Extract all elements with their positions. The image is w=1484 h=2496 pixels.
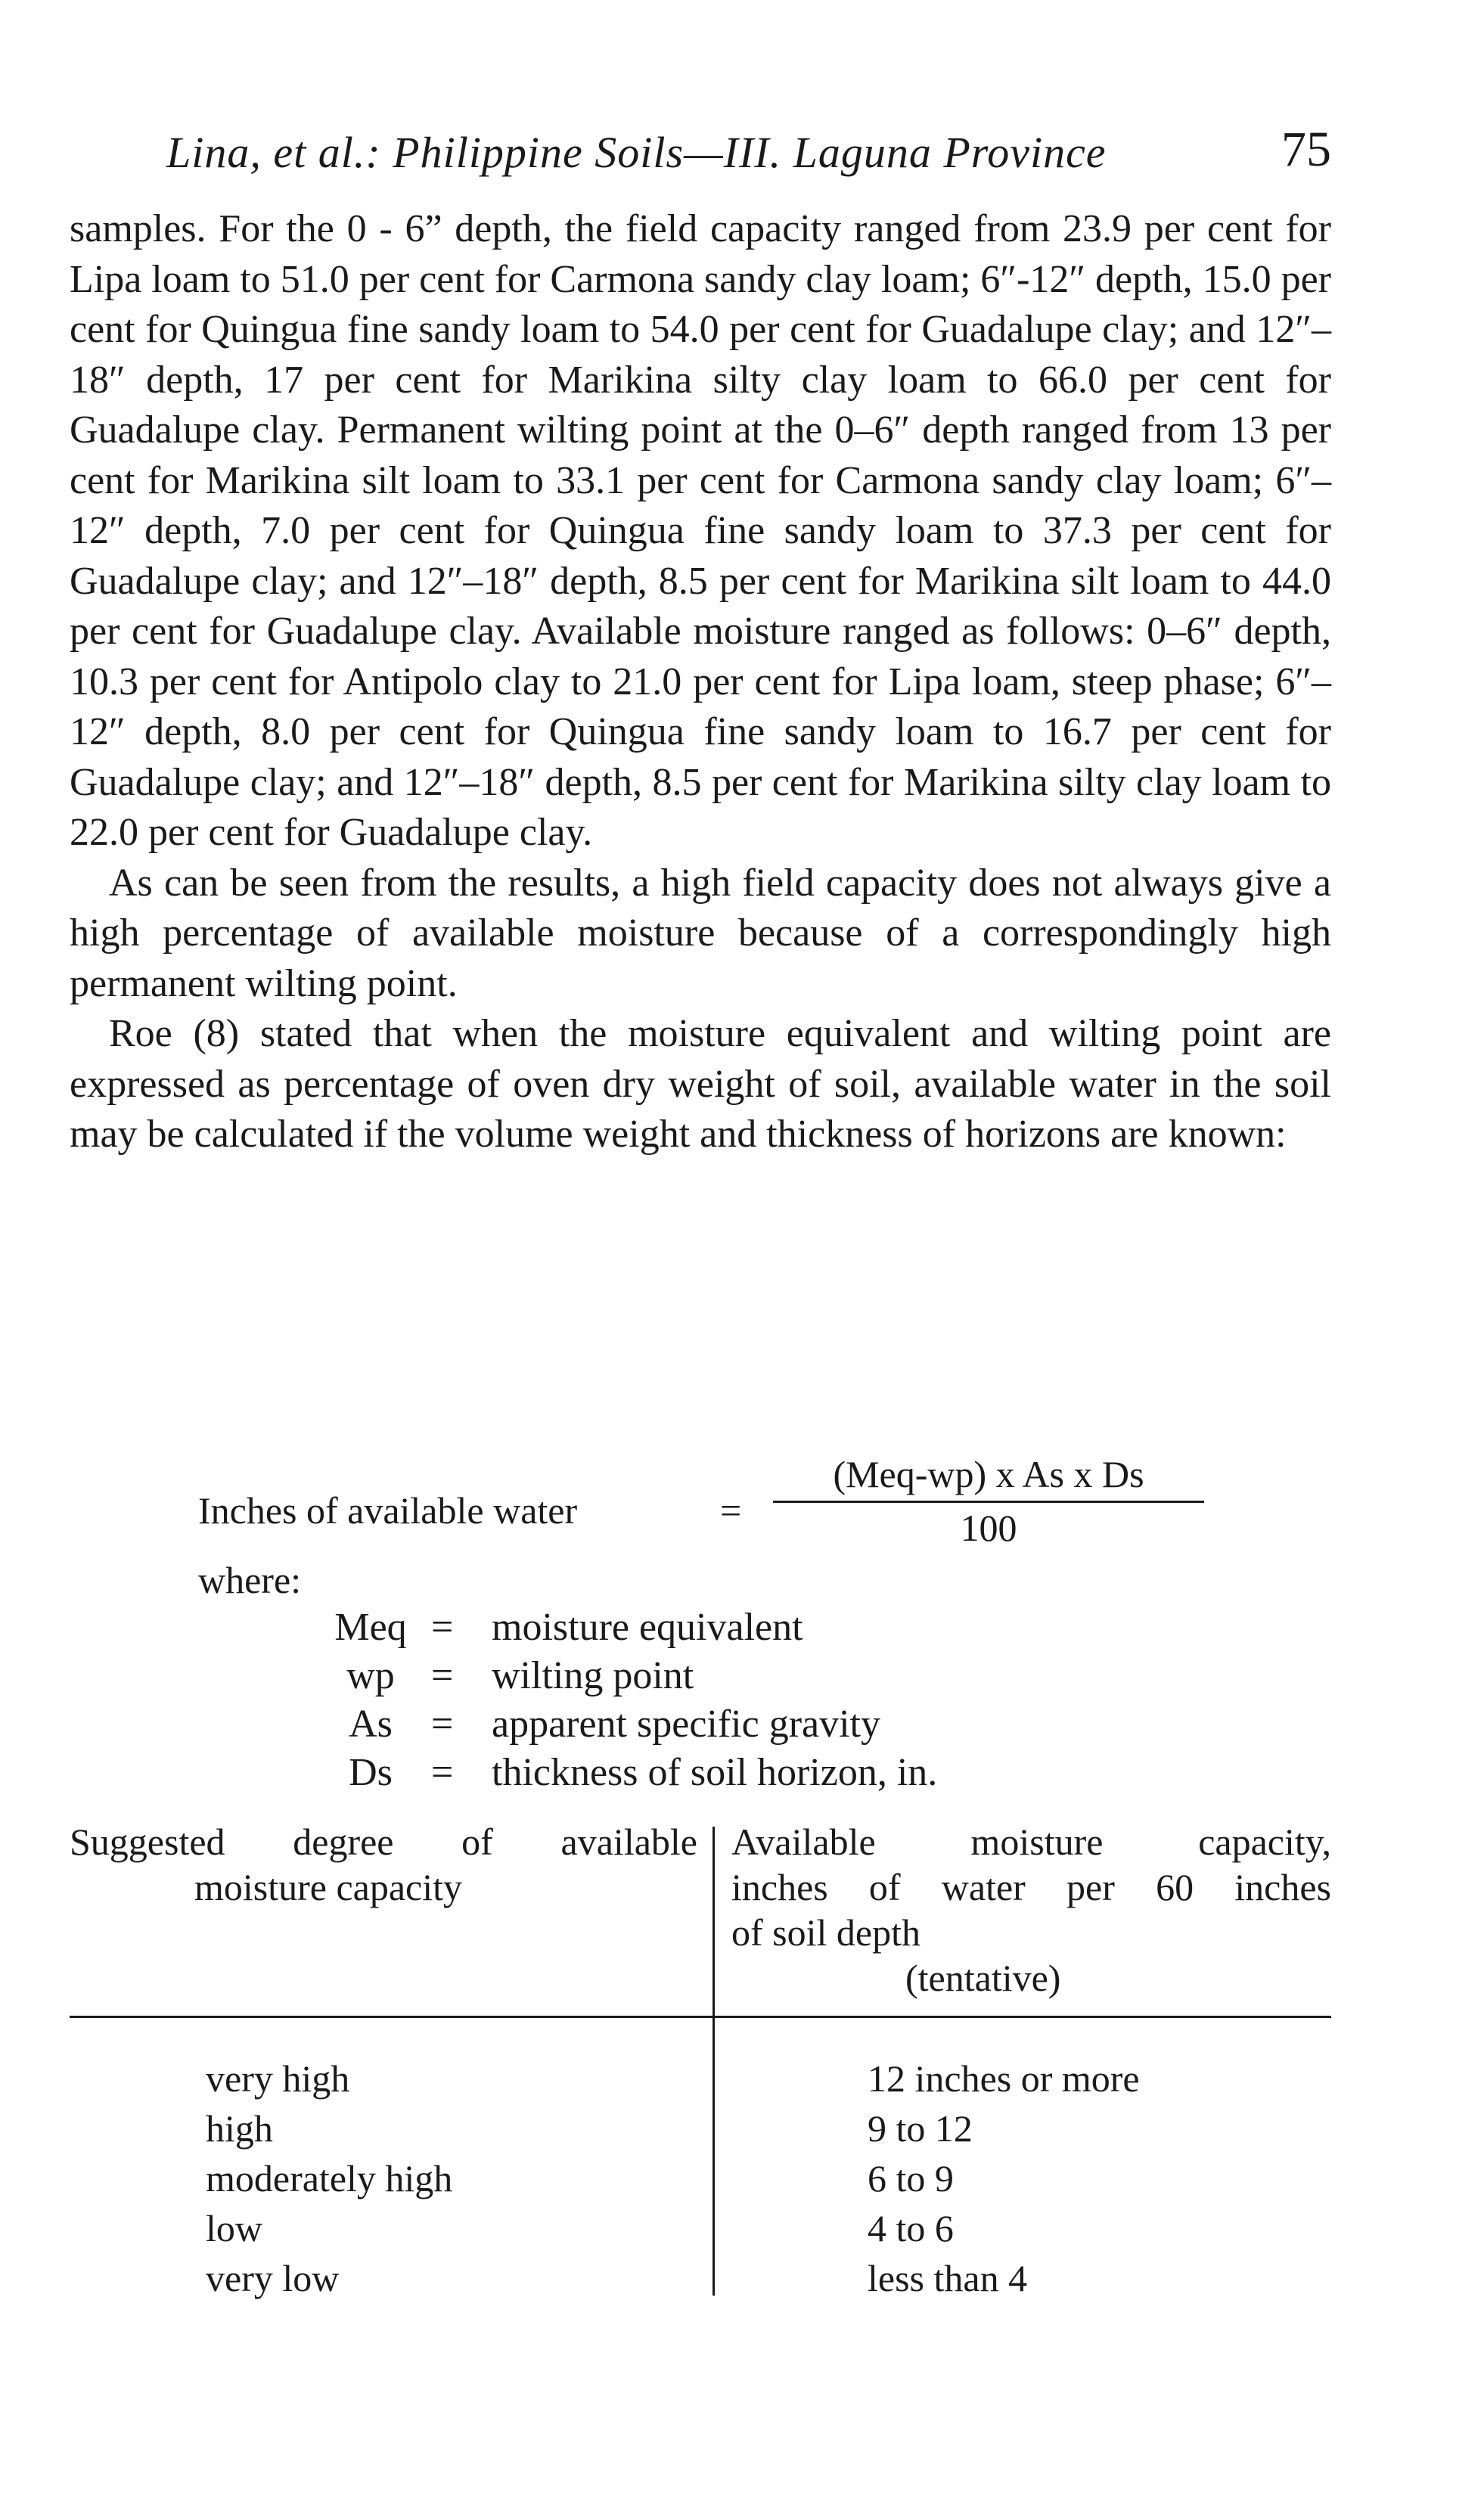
header-right-line: (tentative) (905, 1957, 1061, 1999)
table-header-degree (70, 1819, 697, 1910)
definition-equals: = (431, 1751, 454, 1794)
table-cell-degree: low (206, 2207, 262, 2249)
header-left-line: moisture capacity (194, 1866, 463, 1908)
table-cell-capacity: 9 to 12 (868, 2107, 973, 2150)
header-right-line: Available moisture capacity, (731, 1821, 1331, 1863)
table-cell-capacity: 4 to 6 (868, 2207, 954, 2249)
formula-numerator: (Meq-wp) x As x Ds (833, 1453, 1144, 1495)
definition-as (318, 1700, 1150, 1749)
capacity-column (868, 2054, 1140, 2303)
table-cell-capacity: less than 4 (868, 2257, 1028, 2299)
column-divider (713, 1827, 715, 2296)
paragraph-roe: Roe (8) stated that when the moisture equivalent and wilting point are expressed as percentage of oven dry weight of soil, available water in the soil may be calculated if the volume weight and thickness of horizons are known: (70, 1012, 1331, 1156)
definition-meaning: apparent specific gravity (492, 1703, 880, 1746)
paragraph-results: samples. For the 0 - 6” depth, the field capacity ranged from 23.9 per cent for Lipa loam to 51.0 per cent for Carmona sandy clay loam; 6″-12″ depth, 15.0 per cent for Quingua fine sandy loam to 54.0 per cent for Guadalupe clay; and 12″–18″ depth, 17 per cent for Marikina silty clay loam to 66.0 per cent for Guadalupe clay. Permanent wilting point at the 0–6″ depth ranged from 13 per cent for Marikina silt loam to 33.1 per cent for Carmona sandy clay loam; 6″–12″ depth, 7.0 per cent for Quingua fine sandy loam to 37.3 per cent for Guadalupe clay; and 12″–18″ depth, 8.5 per cent for Marikina silt loam to 44.0 per cent for Guadalupe clay. Available moisture ranged as follows: 0–6″ depth, 10.3 per cent for Antipolo clay to 21.0 per cent for Lipa loam, steep phase; 6″–12″ depth, 8.0 per cent for Quingua fine sandy loam to 16.7 per cent for Guadalupe clay; and 12″–18″ depth, 8.5 per cent for Marikina silty clay loam to 22.0 per cent for Guadalupe clay. (70, 207, 1331, 854)
page-header (166, 121, 1331, 189)
definition-equals: = (431, 1703, 454, 1746)
table-cell-degree: moderately high (206, 2157, 453, 2200)
definition-meaning: thickness of soil horizon, in. (492, 1751, 938, 1794)
where-label: where: (198, 1559, 302, 1601)
table-cell-degree: very low (206, 2257, 340, 2299)
definition-wp (318, 1652, 1150, 1700)
available-water-formula (198, 1452, 1257, 1558)
paragraph-field-capacity: As can be seen from the results, a high field capacity does not always give a high percentage of available moisture because of a correspondingly high permanent wilting point. (70, 861, 1331, 1005)
table-cell-capacity: 6 to 9 (868, 2157, 954, 2200)
definition-meq (318, 1603, 1150, 1652)
header-right-line: of soil depth (731, 1911, 921, 1954)
body-text (70, 204, 1331, 1160)
definition-equals: = (431, 1654, 454, 1697)
definition-symbol: As (349, 1703, 393, 1746)
table-header-capacity (731, 1819, 1331, 2001)
degree-column (206, 2054, 452, 2303)
header-right-line: inches of water per 60 inches (731, 1866, 1331, 1908)
formula-fraction (773, 1452, 1204, 1550)
definition-meaning: wilting point (492, 1654, 694, 1697)
definition-equals: = (431, 1606, 454, 1649)
running-head: Lina, et al.: Philippine Soils—III. Laguna Province (166, 128, 1107, 177)
definition-symbol: Ds (349, 1751, 393, 1794)
table-cell-capacity: 12 inches or more (868, 2057, 1140, 2100)
moisture-capacity-table (70, 1811, 1331, 2326)
page-number: 75 (1281, 122, 1331, 177)
definition-ds (318, 1749, 1150, 1797)
table-cell-degree: high (206, 2107, 273, 2150)
formula-label: Inches of available water (198, 1489, 578, 1532)
formula-equals: = (720, 1489, 742, 1532)
definition-meaning: moisture equivalent (492, 1606, 803, 1649)
formula-denominator: 100 (960, 1507, 1017, 1549)
definition-symbol: wp (346, 1654, 395, 1697)
header-left-line: Suggested degree of available (70, 1821, 697, 1863)
definitions-list (318, 1603, 1150, 1797)
table-header-rule (70, 2016, 1331, 2018)
table-cell-degree: very high (206, 2057, 350, 2100)
definition-symbol: Meq (334, 1606, 407, 1649)
